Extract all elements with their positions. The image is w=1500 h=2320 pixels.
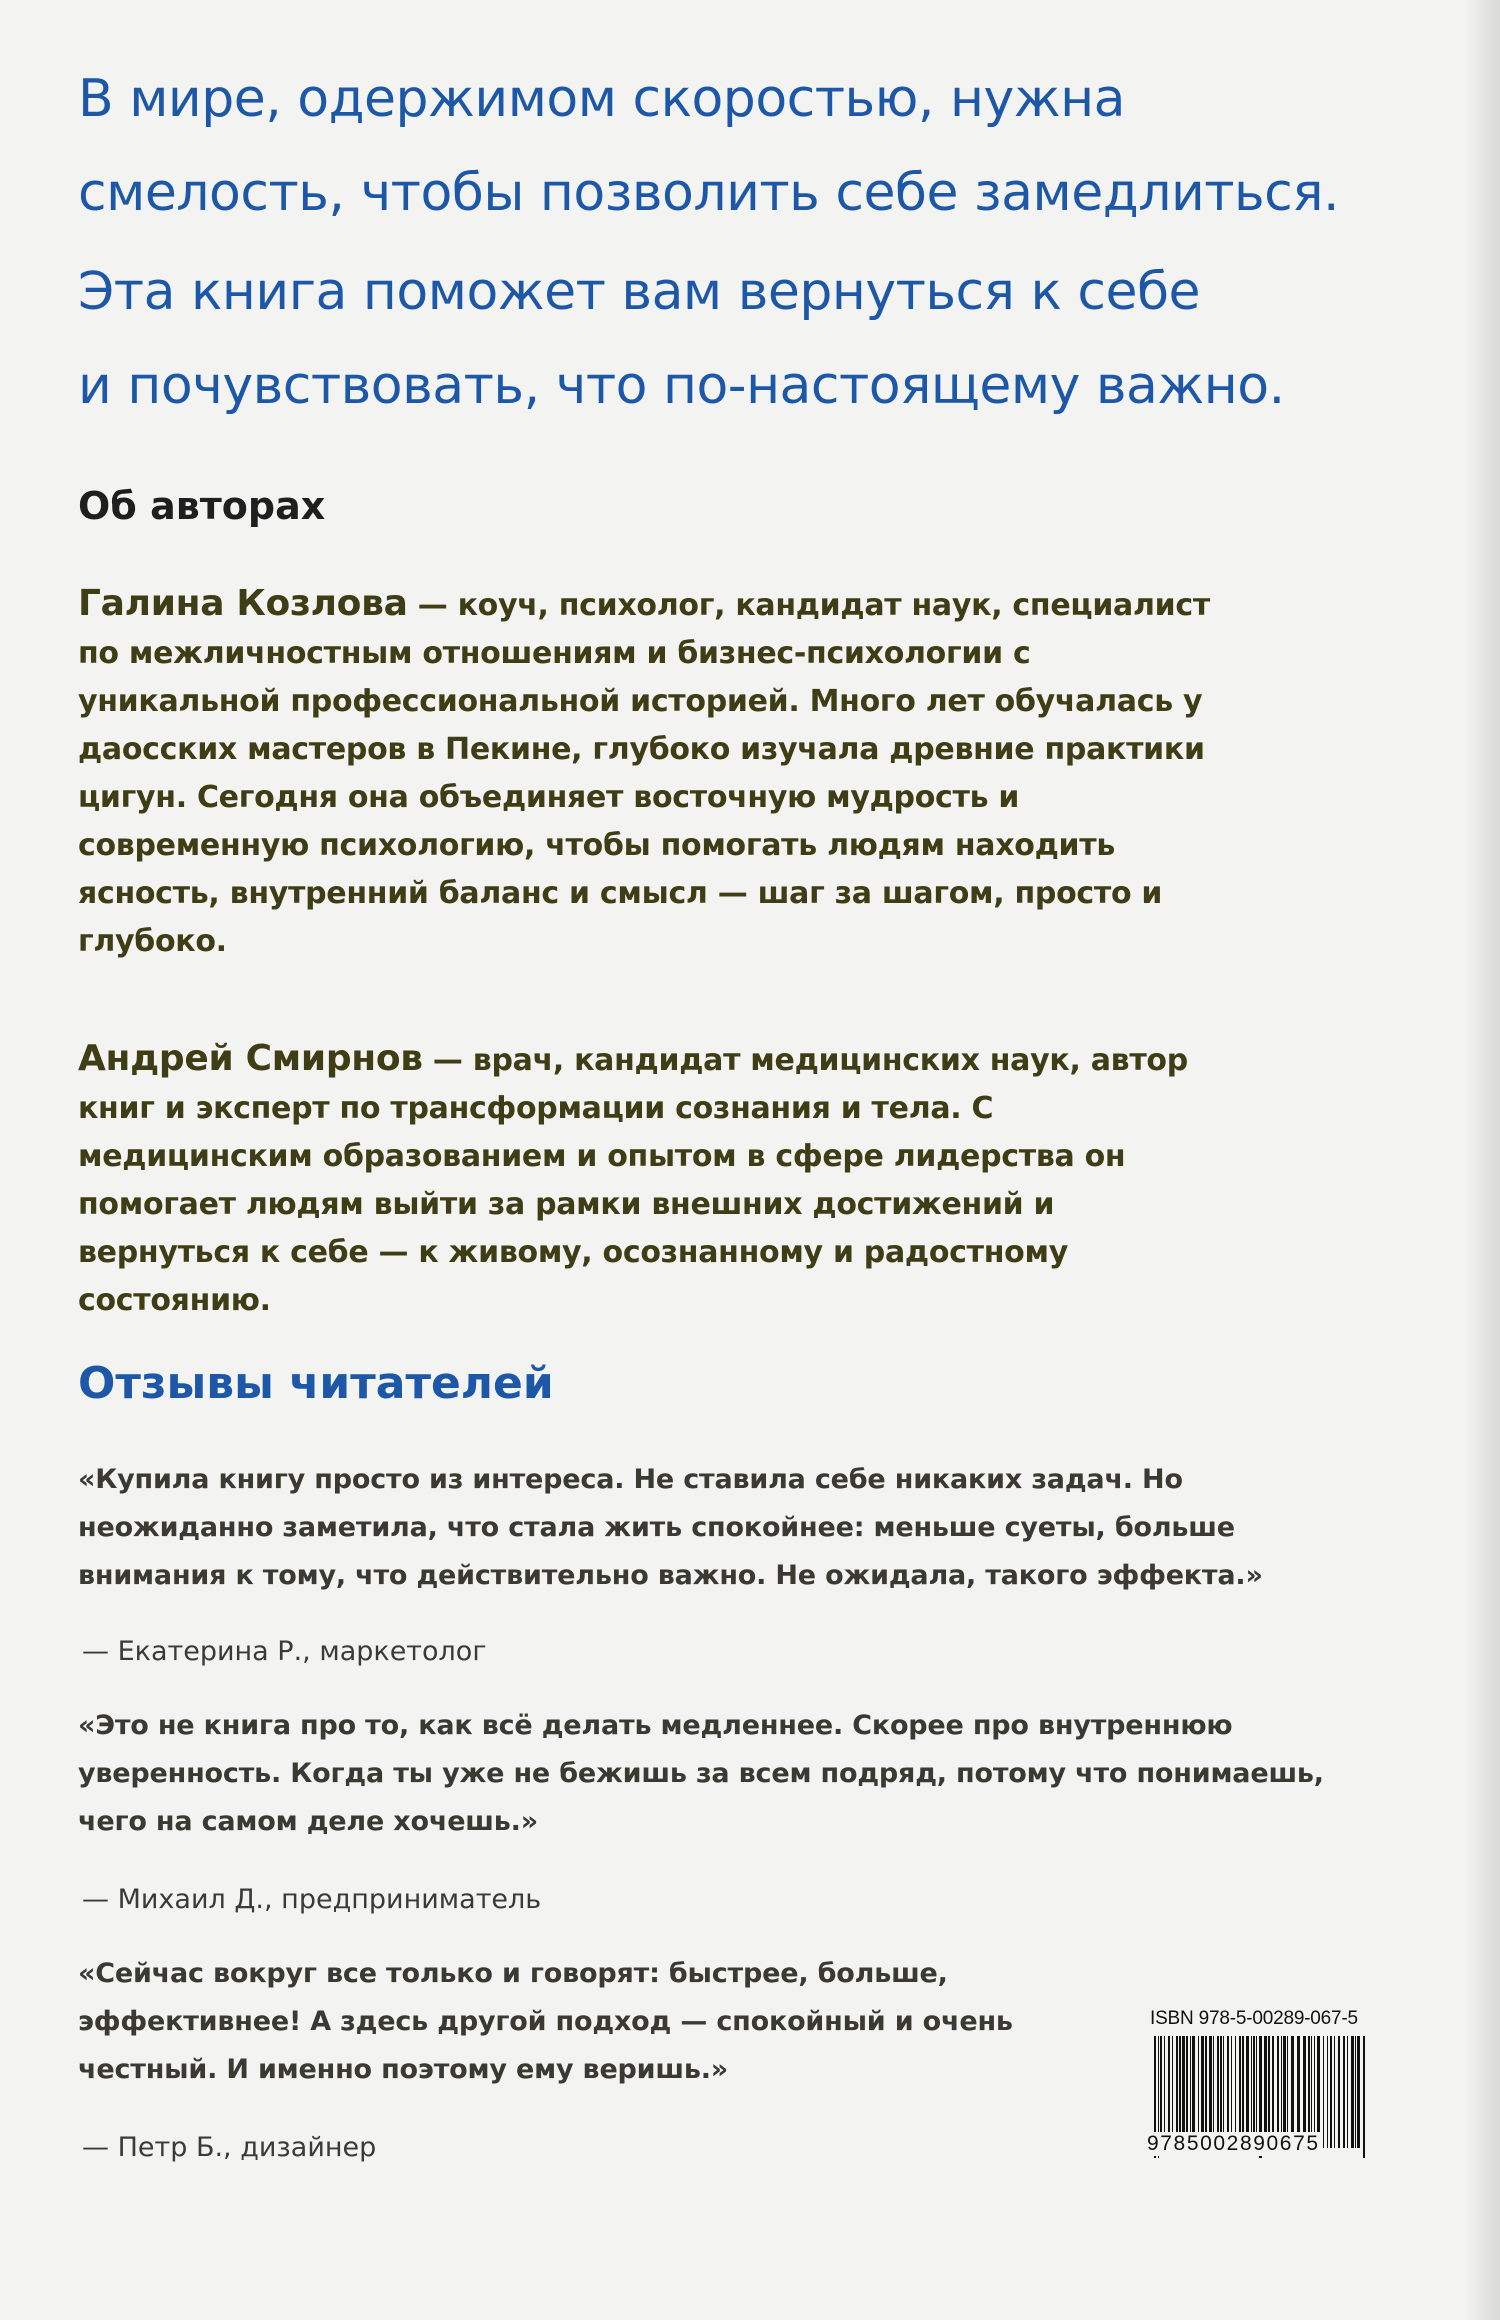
barcode-bar — [1363, 2036, 1365, 2158]
barcode-bar — [1351, 2036, 1354, 2148]
tagline-part2 — [78, 245, 1418, 433]
bio-first-line — [78, 580, 1408, 630]
bio-line: книг и эксперт по трансформации сознания и тела. С — [78, 1091, 994, 1126]
isbn-label: ISBN 978-5-00289-067-5 — [1150, 2008, 1358, 2029]
review-line: «Сейчас вокруг все только и говорят: быстрее, больше, — [78, 1958, 948, 1989]
bio-line: — врач, кандидат медицинских наук, автор — [422, 1043, 1188, 1078]
barcode-bar — [1338, 2036, 1340, 2148]
review-line: «Это не книга про то, как всё делать медленнее. Скорее про внутреннюю — [78, 1710, 1233, 1741]
review-quote — [78, 1702, 1324, 1846]
review-author: — Михаил Д., предприниматель — [82, 1884, 542, 1915]
review-line: чего на самом деле хочешь.» — [78, 1806, 538, 1837]
bio-line: вернуться к себе — к живому, осознанному и радостному — [78, 1235, 1068, 1270]
bio-line: помогает людям выйти за рамки внешних достижений и — [78, 1187, 1055, 1222]
barcode-bar — [1330, 2036, 1332, 2148]
review-line: внимания к тому, что действительно важно. Не ожидала, такого эффекта.» — [78, 1560, 1263, 1591]
review-line: неожиданно заметила, что стала жить спокойнее: меньше суеты, больше — [78, 1512, 1235, 1543]
reader-reviews-heading: Отзывы читателей — [78, 1358, 554, 1409]
review-author: — Петр Б., дизайнер — [82, 2132, 377, 2163]
barcode-bar — [1347, 2036, 1348, 2148]
bio-line: даосских мастеров в Пекине, глубоко изучала древние практики — [78, 732, 1205, 767]
barcode-digits: 9785002890675 — [1147, 2132, 1320, 2155]
review-line: «Купила книгу просто из интереса. Не ставила себе никаких задач. Но — [78, 1464, 1183, 1495]
review-quote — [78, 1950, 1013, 2094]
barcode-bar — [1327, 2036, 1328, 2148]
bio-line: цигун. Сегодня она объединяет восточную мудрость и — [78, 780, 1020, 815]
bio-line: современную психологию, чтобы помогать людям находить — [78, 828, 1116, 863]
review-line: эффективнее! А здесь другой подход — спокойный и очень — [78, 2006, 1013, 2037]
author-name: Андрей Смирнов — [78, 1038, 423, 1079]
barcode-bar — [1357, 2036, 1360, 2148]
review-quote — [78, 1456, 1263, 1600]
bio-line: состоянию. — [78, 1283, 271, 1318]
review-line: уверенность. Когда ты уже не бежишь за всем подряд, потому что понимаешь, — [78, 1758, 1324, 1789]
review-line: честный. И именно поэтому ему веришь.» — [78, 2054, 729, 2085]
author-bio-smirnov — [78, 1035, 1408, 1325]
author-bio-kozlova — [78, 580, 1408, 966]
barcode-bar — [1323, 2036, 1324, 2148]
bio-line: глубоко. — [78, 924, 227, 959]
bio-line: ясность, внутренний баланс и смысл — шаг за шагом, просто и — [78, 876, 1163, 911]
barcode-bar — [1343, 2036, 1345, 2148]
bio-line: медицинским образованием и опытом в сфере лидерства он — [78, 1139, 1126, 1174]
bio-line: по межличностным отношениям и бизнес-психологии с — [78, 636, 1031, 671]
about-authors-heading: Об авторах — [78, 484, 326, 528]
tagline-line: Эта книга поможет вам вернуться к себе — [78, 262, 1201, 322]
bio-first-line — [78, 1035, 1408, 1085]
page-edge-shadow — [1466, 0, 1500, 2320]
tagline-line: и почувствовать, что по-настоящему важно. — [78, 356, 1285, 416]
author-name: Галина Козлова — [78, 583, 408, 624]
barcode-bar — [1355, 2036, 1356, 2148]
bio-line: уникальной профессиональной историей. Много лет обучалась у — [78, 684, 1203, 719]
review-author: — Екатерина Р., маркетолог — [82, 1636, 487, 1667]
barcode-bar — [1334, 2036, 1335, 2148]
tagline-part1 — [78, 52, 1418, 240]
tagline-line: смелость, чтобы позволить себе замедлиться. — [78, 163, 1340, 223]
tagline-line: В мире, одержимом скоростью, нужна — [78, 69, 1125, 129]
bio-line: — коуч, психолог, кандидат наук, специалист — [407, 588, 1210, 623]
